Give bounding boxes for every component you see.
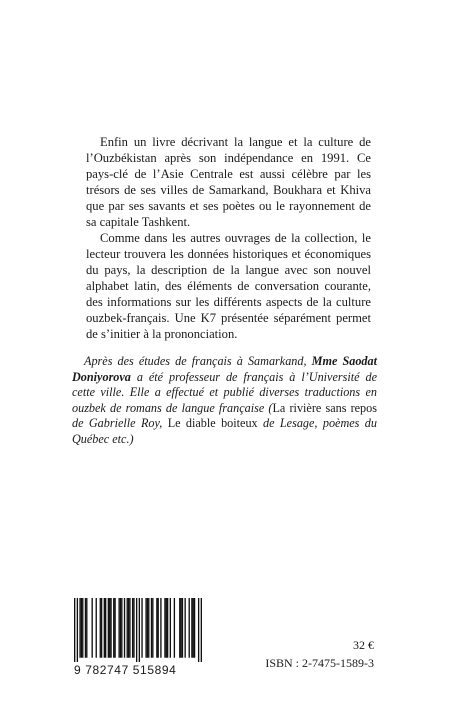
- barcode-bar: [85, 598, 86, 658]
- barcode-bar: [118, 598, 119, 658]
- barcode-block: [74, 598, 202, 677]
- barcode-bar: [81, 598, 82, 658]
- barcode-bar: [86, 598, 87, 658]
- barcode-bar: [174, 598, 175, 658]
- barcode-bar: [96, 598, 97, 658]
- barcode-bar: [104, 598, 105, 658]
- book-title-1: La rivière sans repos: [272, 400, 377, 415]
- author-name: Mme Saodat Doniyorova: [72, 354, 377, 384]
- barcode-bar: [92, 598, 93, 658]
- barcode-bar: [100, 598, 101, 658]
- bio-text-2: a été professeur de français à l’Université de cette ville. Elle a effectué et publié diverses traductions en ouzbek de romans de langue française (: [72, 369, 377, 415]
- barcode-bar: [156, 598, 157, 658]
- barcode-bar: [127, 598, 128, 658]
- barcode-bar: [160, 598, 161, 658]
- barcode-bar: [74, 598, 75, 662]
- barcode-bar: [179, 598, 180, 658]
- book-title-2: Le diable boiteux: [167, 416, 258, 430]
- barcode-bar: [114, 598, 115, 658]
- barcode-digits: 9 782747 515894: [74, 663, 177, 677]
- barcode-bar: [145, 598, 146, 658]
- barcode-bar: [182, 598, 183, 658]
- bio-paragraph: [72, 354, 377, 447]
- barcode-bar: [113, 598, 114, 658]
- barcode-bar: [133, 598, 134, 658]
- barcode-bar: [164, 598, 165, 658]
- barcode-bar: [167, 598, 168, 658]
- barcode-bar: [189, 598, 190, 658]
- barcode-bar: [124, 598, 125, 658]
- book-description: [86, 134, 371, 342]
- barcode-bar: [170, 598, 171, 658]
- barcode-bar: [180, 598, 181, 658]
- barcode-bar: [82, 598, 83, 658]
- barcode-bar: [191, 598, 192, 658]
- barcode-bar: [141, 598, 142, 658]
- barcode-bar: [101, 598, 102, 658]
- barcode-bar: [121, 598, 122, 658]
- barcode-bar: [109, 598, 110, 658]
- bio-text-4: de Lesage, poèmes du Québec etc.): [72, 416, 377, 446]
- bio-text-3: de Gabrielle Roy,: [72, 416, 168, 430]
- barcode-bar: [108, 598, 109, 658]
- barcode-bar: [77, 598, 78, 662]
- barcode-bar: [139, 598, 140, 662]
- barcode-bar: [201, 598, 202, 662]
- barcode-bar: [79, 598, 80, 658]
- barcode-bar: [136, 598, 137, 662]
- barcode-bar: [105, 598, 106, 658]
- barcode-bar: [128, 598, 129, 658]
- barcode-bar: [129, 598, 130, 658]
- price: 32 €: [353, 638, 374, 652]
- barcode-bar: [110, 598, 111, 658]
- barcode-bar: [193, 598, 194, 658]
- barcode-bar: [148, 598, 149, 658]
- bio-text-1: Après des études de français à Samarkand,: [84, 354, 312, 368]
- barcode-bar: [120, 598, 121, 658]
- barcode-bar: [132, 598, 133, 658]
- barcode-image: [74, 598, 202, 662]
- barcode-bar: [152, 598, 153, 658]
- barcode-bar: [194, 598, 195, 658]
- barcode-bar: [184, 598, 185, 658]
- barcode-bar: [151, 598, 152, 658]
- barcode-bar: [166, 598, 167, 658]
- description-paragraph-1: Enfin un livre décrivant la langue et la culture de l’Ouzbékistan après son indépendance en 1991. Ce pays-clé de l’Asie Centrale est aussi célèbre par les trésors de ses villes de Samarkand, Boukhara et Khiva que par ses savants et ses poètes ou le rayonnement de sa capitale Tashkent.: [86, 135, 371, 229]
- barcode-bar: [158, 598, 159, 658]
- barcode-bar: [198, 598, 199, 662]
- isbn: ISBN : 2-7475-1589-3: [265, 656, 374, 670]
- author-biography: [72, 354, 377, 447]
- barcode-bar: [147, 598, 148, 658]
- description-paragraph-2: Comme dans les autres ouvrages de la collection, le lecteur trouvera les données historiques et économiques du pays, la description de la langue avec son nouvel alphabet latin, des éléments de conversation courante, des informations sur les différents aspects de la culture ouzbek-français. Une K7 présentée séparément permet de s’initier à la prononciation.: [86, 231, 371, 341]
